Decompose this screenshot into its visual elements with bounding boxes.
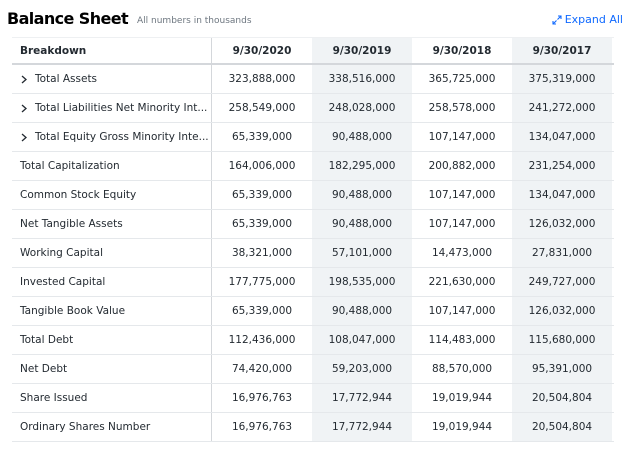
- row-label: [12, 326, 212, 354]
- row-label-text: Net Tangible Assets: [20, 218, 123, 230]
- value-cell: 338,516,000: [312, 65, 412, 93]
- row-label: [12, 268, 212, 296]
- table-row[interactable]: [12, 65, 614, 94]
- row-label-text: Ordinary Shares Number: [20, 421, 151, 433]
- table-row[interactable]: [12, 94, 614, 123]
- value-cell: 20,504,804: [512, 384, 612, 412]
- chevron-right-icon[interactable]: [20, 104, 30, 113]
- expand-all-label: Expand All: [564, 13, 623, 26]
- column-header-period: 9/30/2019: [312, 38, 412, 63]
- table-row: [12, 413, 614, 442]
- table-row: [12, 326, 614, 355]
- value-cell: 65,339,000: [231, 131, 293, 143]
- value-cell: 258,578,000: [428, 102, 496, 114]
- value-cell: 59,203,000: [312, 355, 412, 383]
- value-cell: 19,019,944: [431, 421, 493, 433]
- row-label[interactable]: [12, 65, 212, 93]
- table-row: [12, 181, 614, 210]
- value-cell: 200,882,000: [428, 160, 496, 172]
- value-cell: 90,488,000: [312, 123, 412, 151]
- value-cell: 249,727,000: [512, 268, 612, 296]
- value-cell: 14,473,000: [431, 247, 493, 259]
- expand-all-button[interactable]: [552, 12, 623, 28]
- value-cell: 198,535,000: [312, 268, 412, 296]
- row-label-text: Common Stock Equity: [20, 189, 137, 201]
- value-cell: 65,339,000: [231, 218, 293, 230]
- value-cell: 182,295,000: [312, 152, 412, 180]
- chevron-right-icon[interactable]: [20, 133, 30, 142]
- row-label-text: Total Equity Gross Minority Inte...: [35, 131, 209, 143]
- row-label-text: Invested Capital: [20, 276, 106, 288]
- value-cell: 16,976,763: [231, 392, 293, 404]
- value-cell: 74,420,000: [231, 363, 293, 375]
- page-title: Balance Sheet: [7, 9, 129, 28]
- row-label: [12, 413, 212, 441]
- value-cell: 107,147,000: [428, 189, 496, 201]
- row-label-text: Net Debt: [20, 363, 68, 375]
- table-row: [12, 384, 614, 413]
- column-header-period: 9/30/2017: [512, 38, 612, 63]
- column-header-period: 9/30/2020: [232, 44, 292, 57]
- value-cell: 57,101,000: [312, 239, 412, 267]
- value-cell: 88,570,000: [431, 363, 493, 375]
- table-row: [12, 355, 614, 384]
- value-cell: 65,339,000: [231, 305, 293, 317]
- row-label: [12, 152, 212, 180]
- value-cell: 107,147,000: [428, 305, 496, 317]
- value-cell: 241,272,000: [512, 94, 612, 122]
- table-row: [12, 297, 614, 326]
- row-label-text: Total Liabilities Net Minority Int...: [35, 102, 208, 114]
- table-row: [12, 210, 614, 239]
- table-row: [12, 268, 614, 297]
- value-cell: 17,772,944: [312, 413, 412, 441]
- section-header: [7, 8, 625, 32]
- value-cell: 248,028,000: [312, 94, 412, 122]
- value-cell: 38,321,000: [231, 247, 293, 259]
- table-body: [12, 65, 614, 442]
- value-cell: 134,047,000: [512, 181, 612, 209]
- value-cell: 323,888,000: [228, 73, 296, 85]
- row-label-text: Working Capital: [20, 247, 103, 259]
- value-cell: 27,831,000: [512, 239, 612, 267]
- value-cell: 90,488,000: [312, 210, 412, 238]
- row-label-text: Tangible Book Value: [20, 305, 126, 317]
- row-label-text: Total Capitalization: [20, 160, 120, 172]
- value-cell: 126,032,000: [512, 297, 612, 325]
- value-cell: 126,032,000: [512, 210, 612, 238]
- value-cell: 95,391,000: [512, 355, 612, 383]
- value-cell: 20,504,804: [512, 413, 612, 441]
- value-cell: 108,047,000: [312, 326, 412, 354]
- table-header-row: [12, 37, 614, 65]
- table-row: [12, 239, 614, 268]
- units-note: All numbers in thousands: [137, 16, 252, 26]
- value-cell: 221,630,000: [428, 276, 496, 288]
- value-cell: 177,775,000: [228, 276, 296, 288]
- value-cell: 164,006,000: [228, 160, 296, 172]
- value-cell: 112,436,000: [228, 334, 296, 346]
- column-header-breakdown: Breakdown: [12, 38, 212, 63]
- row-label-text: Total Assets: [35, 73, 98, 85]
- chevron-right-icon[interactable]: [20, 75, 30, 84]
- value-cell: 258,549,000: [228, 102, 296, 114]
- row-label: [12, 210, 212, 238]
- value-cell: 231,254,000: [512, 152, 612, 180]
- row-label-text: Share Issued: [20, 392, 88, 404]
- value-cell: 17,772,944: [312, 384, 412, 412]
- row-label: [12, 181, 212, 209]
- row-label: [12, 355, 212, 383]
- row-label[interactable]: [12, 94, 212, 122]
- table-row: [12, 152, 614, 181]
- value-cell: 65,339,000: [231, 189, 293, 201]
- value-cell: 134,047,000: [512, 123, 612, 151]
- row-label: [12, 384, 212, 412]
- value-cell: 19,019,944: [431, 392, 493, 404]
- value-cell: 90,488,000: [312, 181, 412, 209]
- value-cell: 107,147,000: [428, 218, 496, 230]
- value-cell: 107,147,000: [428, 131, 496, 143]
- row-label: [12, 239, 212, 267]
- value-cell: 365,725,000: [428, 73, 496, 85]
- value-cell: 114,483,000: [428, 334, 496, 346]
- table-row[interactable]: [12, 123, 614, 152]
- balance-sheet-table: [12, 37, 614, 442]
- value-cell: 115,680,000: [512, 326, 612, 354]
- expand-arrows-icon: [552, 15, 562, 25]
- value-cell: 375,319,000: [512, 65, 612, 93]
- column-header-period: 9/30/2018: [432, 44, 492, 57]
- value-cell: 90,488,000: [312, 297, 412, 325]
- value-cell: 16,976,763: [231, 421, 293, 433]
- row-label: [12, 297, 212, 325]
- row-label-text: Total Debt: [20, 334, 74, 346]
- row-label[interactable]: [12, 123, 212, 151]
